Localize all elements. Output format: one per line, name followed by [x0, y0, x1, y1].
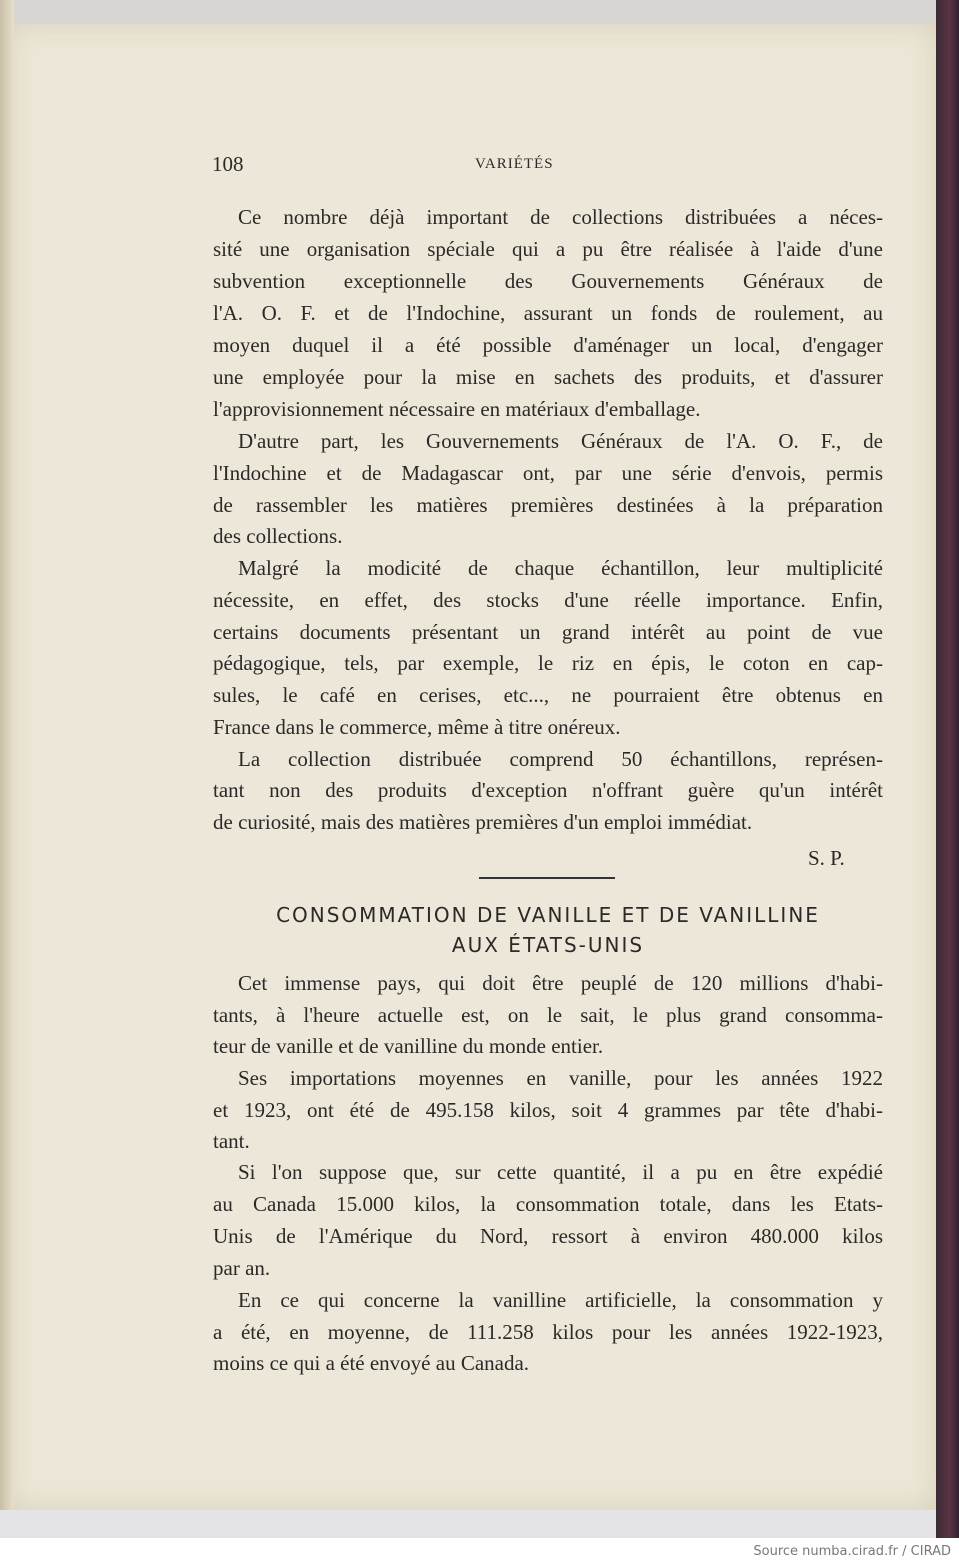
- text-line: Ce nombre déjà important de collections distribuées a néces-: [238, 205, 883, 229]
- text-line: au Canada 15.000 kilos, la consommation totale, dans les Etats-: [213, 1192, 883, 1216]
- text-line: La collection distribuée comprend 50 échantillons, représen-: [238, 747, 883, 771]
- text-line: des collections.: [213, 524, 343, 548]
- text-line: moins ce qui a été envoyé au Canada.: [213, 1351, 530, 1375]
- author-signature: S. P.: [808, 846, 845, 870]
- text-line: subvention exceptionnelle des Gouvernements Généraux de: [213, 269, 883, 293]
- source-credit: Source numba.cirad.fr / CIRAD: [753, 1544, 951, 1559]
- text-line: nécessite, en effet, des stocks d'une réelle importance. Enfin,: [213, 588, 883, 612]
- text-line: Si l'on suppose que, sur cette quantité, il a pu en être expédié: [238, 1160, 883, 1184]
- text-line: tant non des produits d'exception n'offrant guère qu'un intérêt: [213, 778, 883, 802]
- page-edge: [0, 0, 14, 1538]
- text-line: Cet immense pays, qui doit être peuplé de 120 millions d'habi-: [238, 971, 883, 995]
- running-head: VARIÉTÉS: [475, 156, 554, 172]
- article-title-line-1: CONSOMMATION DE VANILLE ET DE VANILLINE: [276, 903, 820, 927]
- text-line: l'Indochine et de Madagascar ont, par une série d'envois, permis: [213, 461, 883, 485]
- text-line: de curiosité, mais des matières premières d'un emploi immédiat.: [213, 810, 753, 834]
- text-line: pédagogique, tels, par exemple, le riz en épis, le coton en cap-: [213, 651, 883, 675]
- text-line: France dans le commerce, même à titre onéreux.: [213, 715, 621, 739]
- text-line: sules, le café en cerises, etc..., ne pourraient être obtenus en: [213, 683, 883, 707]
- text-line: l'approvisionnement nécessaire en matériaux d'emballage.: [213, 397, 701, 421]
- scan-margin: [0, 1510, 936, 1538]
- text-line: une employée pour la mise en sachets des produits, et d'assurer: [213, 365, 883, 389]
- text-line: de rassembler les matières premières destinées à la préparation: [213, 493, 883, 517]
- text-line: l'A. O. F. et de l'Indochine, assurant un fonds de roulement, au: [213, 301, 883, 325]
- page-number: 108: [212, 152, 244, 176]
- text-line: tant.: [213, 1129, 250, 1153]
- text-line: certains documents présentant un grand intérêt au point de vue: [213, 620, 883, 644]
- text-line: moyen duquel il a été possible d'aménager un local, d'engager: [213, 333, 883, 357]
- text-line: Malgré la modicité de chaque échantillon, leur multiplicité: [238, 556, 883, 580]
- book-cover-edge: [936, 0, 959, 1538]
- article-title-line-2: AUX ÉTATS-UNIS: [451, 933, 645, 957]
- text-line: D'autre part, les Gouvernements Généraux de l'A. O. F., de: [238, 429, 883, 453]
- text-line: par an.: [213, 1256, 271, 1280]
- text-line: sité une organisation spéciale qui a pu être réalisée à l'aide d'une: [213, 237, 883, 261]
- text-line: et 1923, ont été de 495.158 kilos, soit 4 grammes par tête d'habi-: [213, 1098, 883, 1122]
- text-line: Unis de l'Amérique du Nord, ressort à environ 480.000 kilos: [213, 1224, 883, 1248]
- text-line: tants, à l'heure actuelle est, on le sait, le plus grand consomma-: [213, 1003, 883, 1027]
- text-line: En ce qui concerne la vanilline artificielle, la consommation y: [238, 1288, 883, 1312]
- text-line: a été, en moyenne, de 111.258 kilos pour les années 1922-1923,: [213, 1320, 883, 1344]
- section-divider: [479, 877, 615, 879]
- text-line: teur de vanille et de vanilline du monde entier.: [213, 1034, 604, 1058]
- text-line: Ses importations moyennes en vanille, pour les années 1922: [238, 1066, 883, 1090]
